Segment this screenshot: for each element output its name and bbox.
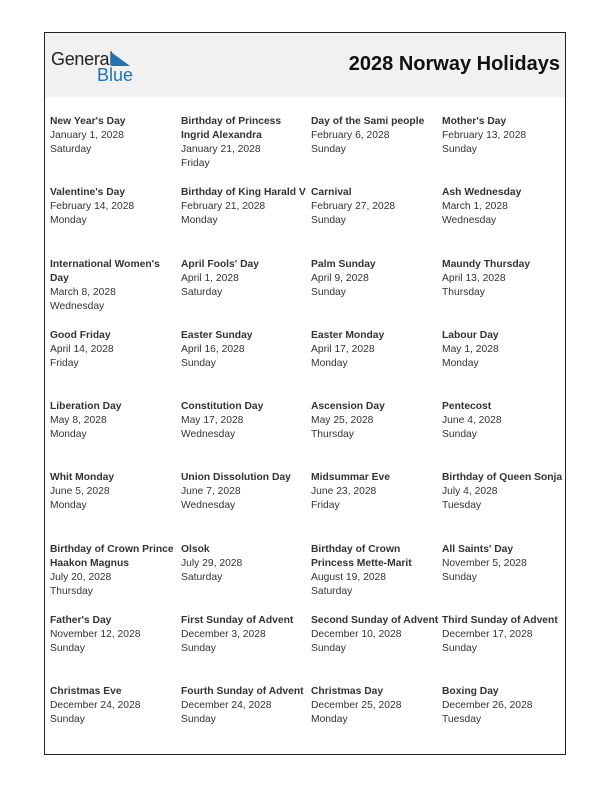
holiday-date: February 13, 2028 [442,130,527,141]
logo-triangle-icon [111,52,130,66]
holiday-name: Mother's Day [442,116,507,127]
holiday-name: Birthday of Crown Prince Haakon Magnus [50,543,174,569]
logo-blue-text: Blue [97,65,134,85]
holiday-date: December 17, 2028 [442,629,533,641]
holiday-item [50,543,181,614]
holiday-name: Day of the Sami people [311,116,425,127]
holiday-weekday: Monday [181,215,218,227]
holiday-name: Birthday of Crown Princess Mette-Marit [311,543,412,569]
holiday-weekday: Sunday [181,714,216,726]
holiday-name: Birthday of King Harald V [181,187,306,199]
holiday-date: August 19, 2028 [311,571,386,583]
holiday-item [311,329,442,400]
holiday-date: April 14, 2028 [50,343,114,355]
holiday-name: Palm Sunday [311,258,376,270]
holiday-name: Boxing Day [442,686,499,698]
holiday-date: May 17, 2028 [181,415,244,427]
holiday-name: Ash Wednesday [442,187,522,199]
holiday-item [181,614,311,685]
holiday-name: Ascension Day [311,401,385,413]
holiday-item [442,115,572,186]
holiday-date: April 16, 2028 [181,343,245,355]
holiday-item [311,543,442,614]
holiday-weekday: Wednesday [181,500,236,512]
holiday-name: Second Sunday of Advent [311,615,439,627]
holiday-name: Liberation Day [50,401,122,413]
holiday-item [181,186,311,257]
holiday-weekday: Sunday [442,144,477,155]
holiday-date: June 5, 2028 [50,486,110,498]
holiday-item [311,614,442,685]
holiday-item [442,400,572,471]
holiday-date: December 3, 2028 [181,629,266,641]
holiday-date: June 7, 2028 [181,486,241,498]
holiday-weekday: Sunday [311,144,346,155]
holiday-item [50,186,181,257]
holiday-weekday: Monday [442,357,479,369]
holiday-date: December 25, 2028 [311,700,402,712]
holiday-item [50,400,181,471]
holiday-date: July 20, 2028 [50,571,112,583]
holiday-item [442,471,572,542]
holiday-grid [50,115,570,757]
holiday-name: Father's Day [50,615,112,627]
holiday-date: December 10, 2028 [311,629,402,641]
holiday-name: Union Dissolution Day [181,472,291,484]
holiday-item [50,685,181,756]
holiday-item [181,258,311,329]
holiday-name: First Sunday of Advent [181,615,294,627]
holiday-date: February 14, 2028 [50,201,135,213]
holiday-weekday: Monday [50,215,87,227]
holiday-name: Christmas Eve [50,686,122,698]
holiday-weekday: Wednesday [442,215,497,227]
holiday-date: December 24, 2028 [181,700,272,712]
holiday-date: February 6, 2028 [311,130,390,141]
holiday-weekday: Friday [50,357,79,369]
holiday-weekday: Thursday [50,585,93,597]
holiday-item [311,186,442,257]
holiday-date: December 26, 2028 [442,700,533,712]
holiday-item [181,471,311,542]
holiday-item [50,329,181,400]
holiday-weekday: Saturday [181,571,223,583]
holiday-date: December 24, 2028 [50,700,141,712]
holiday-name: Pentecost [442,401,492,413]
holiday-weekday: Sunday [442,643,477,655]
holiday-name: April Fools' Day [181,258,259,270]
holiday-date: May 8, 2028 [50,415,107,427]
holiday-weekday: Wednesday [181,429,236,441]
holiday-weekday: Monday [50,500,87,512]
header-band [45,33,565,97]
holiday-date: May 1, 2028 [442,343,499,355]
holiday-weekday: Saturday [311,585,353,597]
holiday-name: Christmas Day [311,686,384,698]
holiday-name: Carnival [311,187,352,199]
holiday-item [181,115,311,186]
holiday-item [311,685,442,756]
holiday-name: Olsok [181,543,210,555]
holiday-item [442,186,572,257]
holiday-date: February 21, 2028 [181,201,266,213]
holiday-weekday: Sunday [311,643,346,655]
holiday-date: April 9, 2028 [311,272,369,284]
holiday-date: May 25, 2028 [311,415,374,427]
holiday-name: Easter Monday [311,329,385,341]
holiday-item [442,329,572,400]
holiday-weekday: Saturday [50,144,92,155]
holiday-weekday: Sunday [181,643,216,655]
holiday-date: June 23, 2028 [311,486,377,498]
holiday-name: Birthday of Princess Ingrid Alexandra [181,116,282,141]
holiday-weekday: Monday [50,429,87,441]
holiday-date: April 13, 2028 [442,272,506,284]
holiday-name: Midsummar Eve [311,472,390,484]
holiday-name: Maundy Thursday [442,258,531,270]
holiday-item [311,400,442,471]
holiday-weekday: Friday [181,158,210,169]
holiday-name: Easter Sunday [181,329,253,341]
holiday-name: New Year's Day [50,116,126,127]
holiday-weekday: Sunday [311,215,346,227]
holiday-date: January 1, 2028 [50,130,124,141]
holiday-item [311,471,442,542]
holiday-weekday: Sunday [442,571,477,583]
holiday-item [50,258,181,329]
holiday-weekday: Sunday [311,286,346,298]
holiday-name: Whit Monday [50,472,115,484]
holiday-date: November 12, 2028 [50,629,141,641]
holiday-item [181,543,311,614]
holiday-item [442,258,572,329]
holiday-name: Labour Day [442,329,499,341]
holiday-item [311,258,442,329]
holiday-date: June 4, 2028 [442,415,502,427]
holiday-name: Constitution Day [181,401,264,413]
holiday-item [181,400,311,471]
holiday-name: Fourth Sunday of Advent [181,686,304,698]
holiday-date: July 4, 2028 [442,486,498,498]
holiday-weekday: Saturday [181,286,223,298]
holiday-date: February 27, 2028 [311,201,396,213]
holiday-weekday: Tuesday [442,714,482,726]
holiday-weekday: Sunday [50,714,85,726]
generalblue-logo [51,49,141,85]
holiday-weekday: Wednesday [50,300,105,312]
holiday-item [50,115,181,186]
holiday-item [311,115,442,186]
holiday-date: April 17, 2028 [311,343,375,355]
holiday-item [50,471,181,542]
holiday-date: November 5, 2028 [442,557,527,569]
logo-general-text: General [51,49,113,69]
holiday-date: March 1, 2028 [442,201,508,213]
holiday-weekday: Monday [311,357,348,369]
holiday-name: Good Friday [50,329,111,341]
holiday-item [442,685,572,756]
holiday-date: March 8, 2028 [50,286,116,298]
holiday-weekday: Monday [311,714,348,726]
holiday-name: International Women's Day [50,258,160,284]
holiday-weekday: Tuesday [442,500,482,512]
holiday-weekday: Thursday [311,429,354,441]
page-frame [44,32,566,755]
holiday-weekday: Sunday [50,643,85,655]
holiday-name: Birthday of Queen Sonja [442,472,563,484]
holiday-weekday: Sunday [442,429,477,441]
holiday-item [181,685,311,756]
holiday-item [442,543,572,614]
holiday-name: All Saints' Day [442,543,514,555]
holiday-date: April 1, 2028 [181,272,239,284]
holiday-weekday: Thursday [442,286,485,298]
holiday-name: Third Sunday of Advent [442,615,558,627]
page-title: 2028 Norway Holidays [348,53,560,75]
holiday-name: Valentine's Day [50,187,126,199]
holiday-weekday: Friday [311,500,340,512]
holiday-item [442,614,572,685]
holiday-weekday: Sunday [181,357,216,369]
holiday-date: January 21, 2028 [181,144,261,155]
holiday-date: July 29, 2028 [181,557,243,569]
holiday-item [181,329,311,400]
holiday-item [50,614,181,685]
